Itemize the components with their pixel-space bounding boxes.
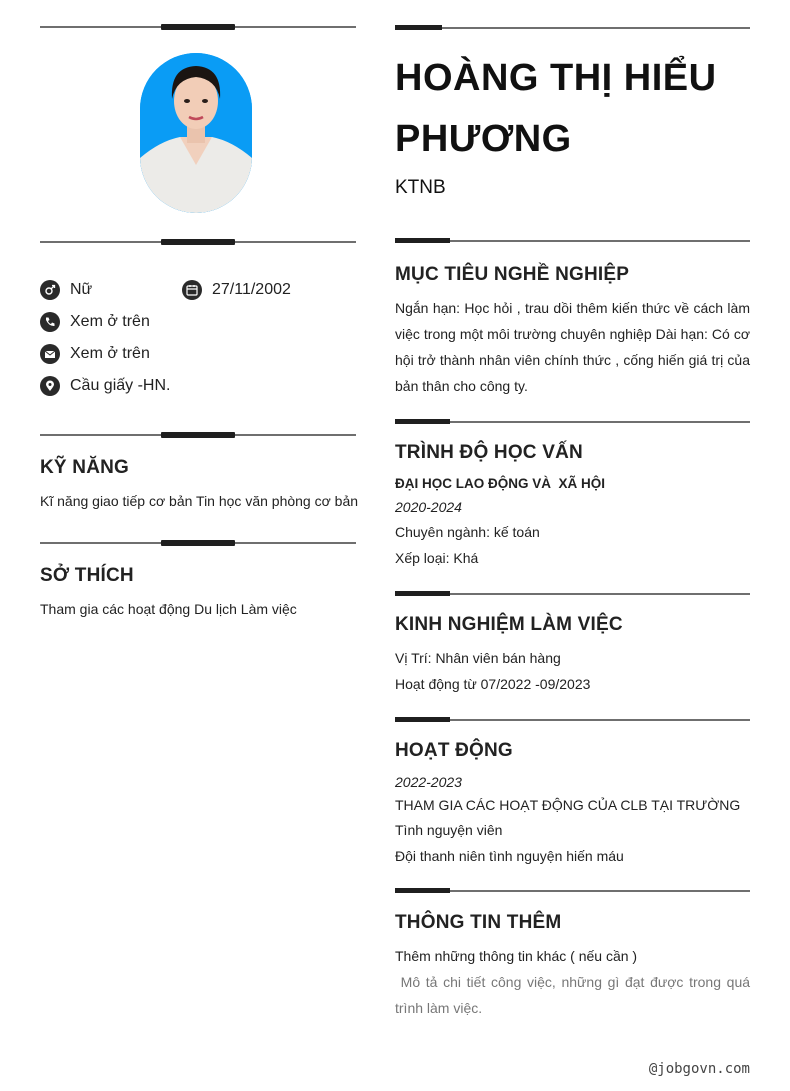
divider xyxy=(395,240,750,242)
additional-title: THÔNG TIN THÊM xyxy=(395,912,562,933)
experience-title: KINH NGHIỆM LÀM VIỆC xyxy=(395,614,623,635)
phone-icon xyxy=(40,312,60,332)
activities-org: THAM GIA CÁC HOẠT ĐỘNG CỦA CLB TẠI TRƯỜNG xyxy=(395,797,741,813)
education-rank: Xếp loại: Khá xyxy=(395,550,479,566)
footer-watermark: @jobgovn.com xyxy=(648,1061,750,1077)
divider xyxy=(40,26,356,28)
divider xyxy=(40,241,356,243)
activities-title: HOẠT ĐỘNG xyxy=(395,740,513,761)
education-major: Chuyên ngành: kế toán xyxy=(395,524,540,540)
job-title: KTNB xyxy=(395,177,446,198)
hobbies-title: SỞ THÍCH xyxy=(40,565,134,586)
gender-value: Nữ xyxy=(70,281,93,298)
education-title: TRÌNH ĐỘ HỌC VẤN xyxy=(395,442,583,463)
divider xyxy=(395,421,750,423)
divider xyxy=(40,434,356,436)
email-value: Xem ở trên xyxy=(70,345,150,362)
objective-text: Ngắn hạn: Học hỏi , trau dồi thêm kiến thức về cách làm việc trong một môi trường chuyên nghiệp Dài hạn: Có cơ hội trở thành nhân viên chính thức , cống hiến giá trị của bản thân cho công ty. xyxy=(395,300,750,394)
birthday-value: 27/11/2002 xyxy=(212,281,291,298)
email-icon xyxy=(40,344,60,364)
skills-title: KỸ NĂNG xyxy=(40,457,130,478)
address-row xyxy=(40,375,170,397)
divider xyxy=(40,542,356,544)
education-school: ĐẠI HỌC LAO ĐỘNG VÀ XÃ HỘI xyxy=(395,476,606,491)
location-pin-icon xyxy=(40,376,60,396)
avatar xyxy=(140,53,252,213)
phone-value: Xem ở trên xyxy=(70,313,150,330)
activities-detail: Đội thanh niên tình nguyện hiến máu xyxy=(395,848,624,864)
email-row xyxy=(40,343,150,365)
divider xyxy=(395,890,750,892)
address-value: Cầu giấy -HN. xyxy=(70,377,171,394)
experience-period: Hoạt động từ 07/2022 -09/2023 xyxy=(395,676,591,692)
objective-title: MỤC TIÊU NGHỀ NGHIỆP xyxy=(395,264,630,285)
divider xyxy=(395,593,750,595)
activities-period: 2022-2023 xyxy=(395,774,462,790)
candidate-name: HOÀNG THỊ HIỂU PHƯƠNG xyxy=(395,57,717,160)
phone-row xyxy=(40,311,150,333)
hobbies-text: Tham gia các hoạt động Du lịch Làm việc xyxy=(40,601,297,617)
activities-role: Tình nguyện viên xyxy=(395,822,503,838)
skills-text: Kĩ năng giao tiếp cơ bản Tin học văn phòng cơ bản xyxy=(40,493,359,509)
birthday-row xyxy=(182,279,291,301)
divider xyxy=(395,719,750,721)
education-period: 2020-2024 xyxy=(395,499,462,515)
gender-row xyxy=(40,279,92,301)
additional-line2: Mô tả chi tiết công việc, những gì đạt được trong quá trình làm việc. xyxy=(395,974,754,1016)
experience-position: Vị Trí: Nhân viên bán hàng xyxy=(395,650,561,666)
divider xyxy=(395,27,750,29)
gender-icon xyxy=(40,280,60,300)
additional-line1: Thêm những thông tin khác ( nếu cần ) xyxy=(395,948,638,964)
portrait-photo xyxy=(140,53,252,213)
calendar-icon xyxy=(182,280,202,300)
